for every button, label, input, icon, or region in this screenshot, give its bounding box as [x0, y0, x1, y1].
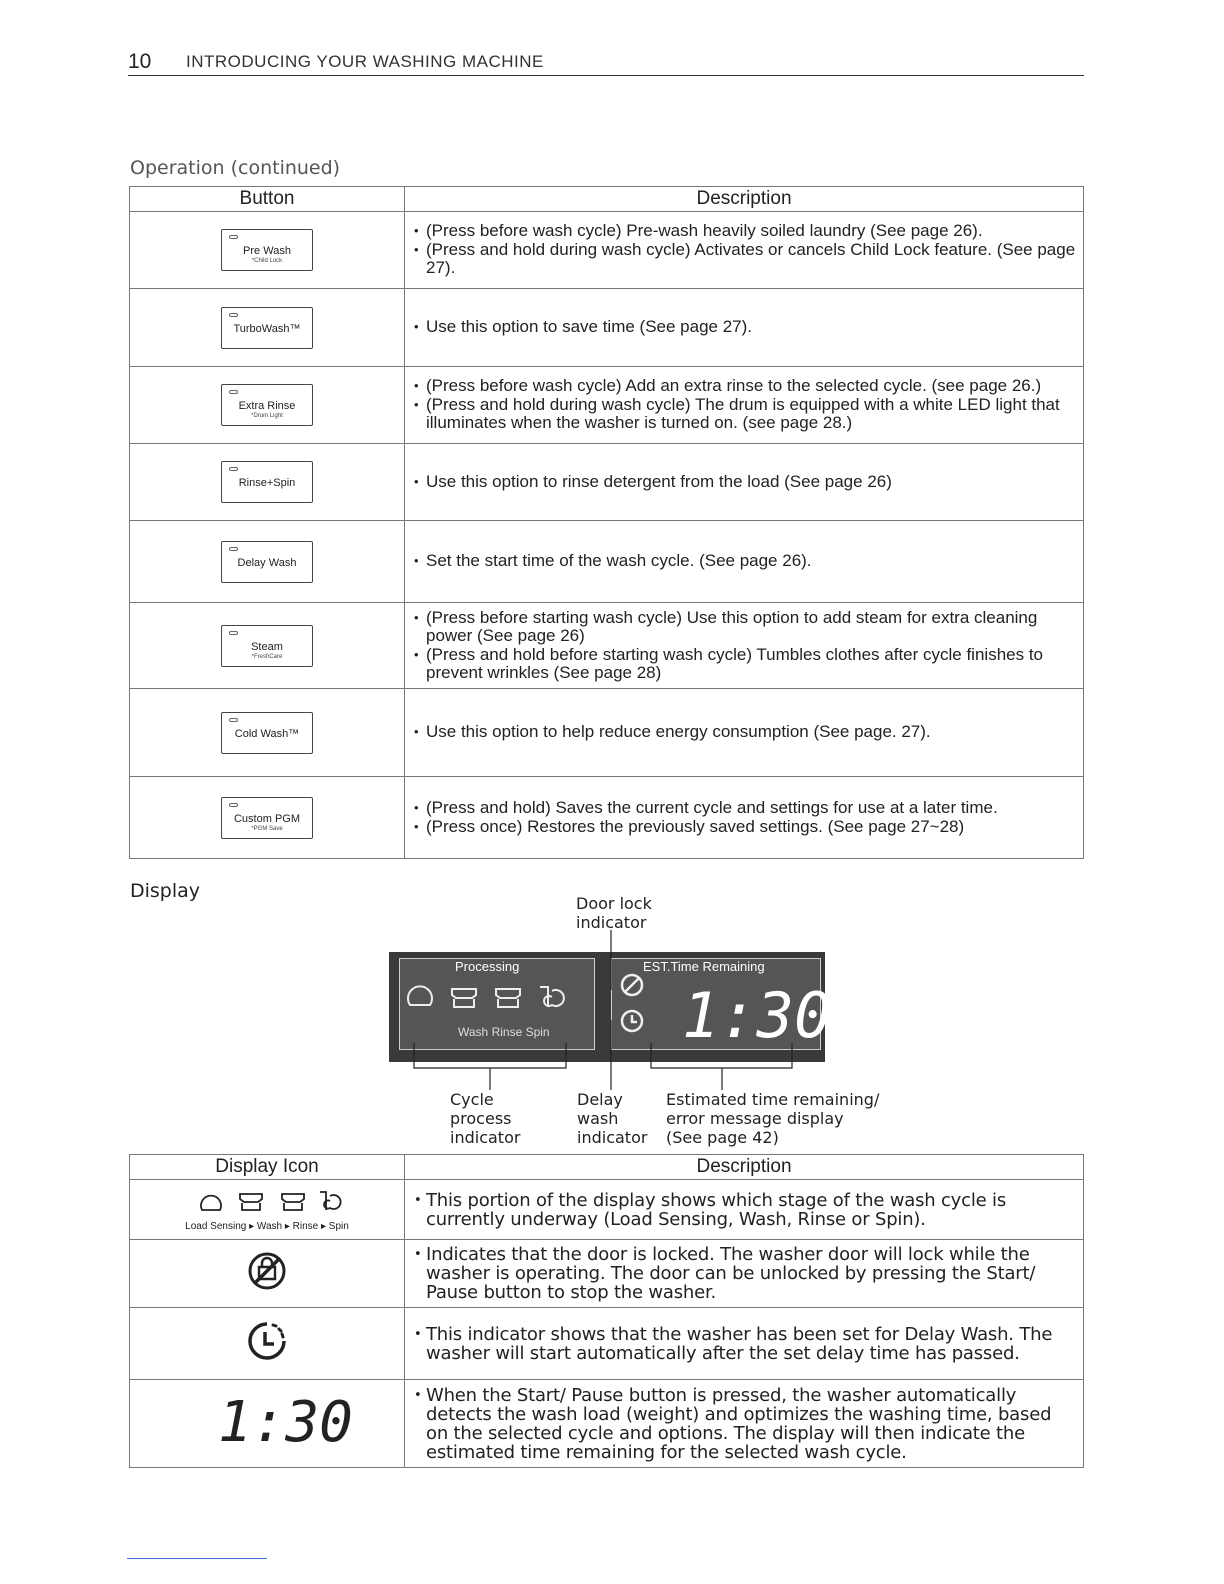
callout-line: indicator: [450, 1128, 521, 1147]
button-label: Steam: [251, 640, 283, 653]
est-time-label: EST.Time Remaining: [643, 959, 765, 974]
button-icon-cell: [130, 444, 405, 521]
callout-line: wash: [577, 1109, 619, 1128]
table-row: [130, 1240, 1084, 1308]
time-display-icon: [212, 1390, 353, 1455]
button-icon-cell: [130, 212, 405, 289]
bullet-item: • Use this option to save time (See page 27).: [415, 318, 1077, 337]
callout-line: indicator: [577, 1128, 648, 1147]
button-sublabel: *Drum Light: [251, 413, 283, 419]
bullet-item: • (Press and hold) Saves the current cycle and settings for use at a later time.: [415, 799, 1077, 818]
icon-cell: [130, 1180, 405, 1240]
icon-cell: [130, 1380, 405, 1468]
button-label: Custom PGM: [233, 812, 300, 825]
display-icons-table: [129, 1154, 1084, 1468]
operation-section-title: Operation (continued): [130, 157, 341, 179]
led-indicator-icon: [229, 718, 238, 722]
description-cell: [405, 212, 1084, 289]
button-icon-cell: [130, 777, 405, 859]
spin-icon: [540, 987, 564, 1007]
bullet-item: • Indicates that the door is locked. The washer door will lock while the washer is operating. The door can be unlocked by pressing the Start/ Pause button to stop the washer.: [415, 1245, 1077, 1302]
button-label: Cold Wash™: [234, 727, 300, 740]
callout-line: process: [450, 1109, 512, 1128]
page-number: 10: [128, 50, 152, 73]
led-indicator-icon: [229, 467, 238, 471]
led-indicator-icon: [229, 390, 238, 394]
button-sublabel: *FreshCare: [251, 653, 283, 660]
bullet-item: • (Press before wash cycle) Add an extra rinse to the selected cycle. (see page 26.): [415, 377, 1077, 396]
operation-buttons-table: [129, 186, 1084, 859]
button-label: Extra Rinse: [238, 400, 296, 412]
panel-status-icons: [614, 969, 650, 1049]
panel-button-icon: [221, 797, 313, 839]
button-label: Delay Wash: [237, 556, 297, 569]
load-sensing-icon: [408, 986, 432, 1005]
table-row: [130, 212, 1084, 289]
page-header: [128, 50, 1084, 76]
button-label: Rinse+Spin: [238, 477, 296, 489]
table-row: [130, 521, 1084, 603]
display-section-title: Display: [130, 880, 201, 902]
button-icon-cell: [130, 603, 405, 689]
button-label: Pre Wash: [243, 245, 291, 257]
time-digits: [682, 979, 832, 1052]
description-cell: [405, 1380, 1084, 1468]
description-cell: [405, 289, 1084, 367]
footer-rule: [127, 1558, 267, 1559]
led-indicator-icon: [229, 313, 238, 317]
description-cell: [405, 1180, 1084, 1240]
button-column-header: Button: [130, 187, 405, 212]
bullet-item: • Use this option to rinse detergent from the load (See page 26): [415, 473, 1077, 492]
callout-line: indicator: [576, 913, 647, 932]
icon-cell: [130, 1308, 405, 1380]
callout-line: (See page 42): [666, 1128, 779, 1147]
table-row: [130, 367, 1084, 444]
table-row: [130, 603, 1084, 689]
panel-button-icon: [221, 307, 313, 349]
led-indicator-icon: [229, 631, 238, 635]
button-icon-cell: [130, 367, 405, 444]
bullet-item: • (Press before wash cycle) Pre-wash heavily soiled laundry (See page 26).: [415, 222, 1077, 241]
panel-button-icon: [221, 461, 313, 503]
bullet-item: • (Press once) Restores the previously saved settings. (See page 27~28): [415, 818, 1077, 837]
bullet-item: • Use this option to help reduce energy consumption (See page. 27).: [415, 723, 1077, 742]
panel-button-icon: [221, 625, 313, 667]
delay-callout: [577, 1090, 647, 1147]
table-row: [130, 1308, 1084, 1380]
callout-line: error message display: [666, 1109, 844, 1128]
bullet-item: • When the Start/ Pause button is pressed, the washer automatically detects the wash load (weight) and optimizes the washing time, based on the selected cycle and options. The display will then indicate the estimated time remaining for the selected wash cycle.: [415, 1386, 1077, 1462]
callout-line: Door lock: [576, 894, 652, 913]
button-label: TurboWash™: [233, 322, 301, 335]
door-lock-icon: [247, 1251, 287, 1291]
bullet-item: • This indicator shows that the washer has been set for Delay Wash. The washer will start automatically after the set delay time has passed.: [415, 1325, 1077, 1363]
button-sublabel: *Child Lock: [251, 258, 283, 264]
table-row: [130, 777, 1084, 859]
button-icon-cell: [130, 689, 405, 777]
led-indicator-icon: [229, 235, 238, 239]
display-panel: [389, 952, 832, 1062]
rinse-icon: [496, 989, 520, 1007]
table-row: [130, 689, 1084, 777]
icon-column-header: Display Icon: [130, 1155, 405, 1180]
description-cell: [405, 689, 1084, 777]
led-indicator-icon: [229, 803, 238, 807]
bullet-item: • (Press and hold during wash cycle) Activates or cancels Child Lock feature. (See page 27).: [415, 241, 1077, 278]
led-indicator-icon: [229, 547, 238, 551]
icon-cell: [130, 1240, 405, 1308]
description-cell: [405, 777, 1084, 859]
table-row: [130, 289, 1084, 367]
bullet-item: • (Press and hold before starting wash cycle) Tumbles clothes after cycle finishes to prevent wrinkles (See page 28): [415, 646, 1077, 683]
panel-button-icon: [221, 712, 313, 754]
bullet-item: • (Press and hold during wash cycle) The drum is equipped with a white LED light that illuminates when the washer is turned on. (see page 28.): [415, 396, 1077, 433]
delay-wash-icon: [245, 1319, 289, 1363]
cycle-callout: [450, 1090, 520, 1147]
description-cell: [405, 444, 1084, 521]
panel-button-icon: [221, 384, 313, 426]
description-column-header: Description: [405, 1155, 1084, 1180]
table-row: [130, 1380, 1084, 1468]
processing-label: Processing: [455, 959, 520, 974]
time-readout: 1:30: [682, 979, 832, 1052]
button-sublabel: *PGM Save: [251, 825, 283, 832]
button-icon-cell: [130, 521, 405, 603]
bullet-item: • Set the start time of the wash cycle. (See page 26).: [415, 552, 1077, 571]
description-cell: [405, 1240, 1084, 1308]
description-column-header: Description: [405, 187, 1084, 212]
bullet-item: • (Press before starting wash cycle) Use this option to add steam for extra cleaning power (See page 26): [415, 609, 1077, 646]
bullet-item: • This portion of the display shows which stage of the wash cycle is currently underway (Load Sensing, Wash, Rinse or Spin).: [415, 1191, 1077, 1229]
wash-icon: [452, 989, 476, 1007]
table-row: [130, 444, 1084, 521]
table-row: [130, 1180, 1084, 1240]
button-icon-cell: [130, 289, 405, 367]
stage-labels: Wash Rinse Spin: [458, 1025, 550, 1039]
cycle-stage-icons: [192, 1188, 342, 1214]
estimated-callout: [666, 1090, 879, 1147]
description-cell: [405, 1308, 1084, 1380]
callout-line: Cycle: [450, 1090, 494, 1109]
callout-line: Estimated time remaining/: [666, 1090, 880, 1109]
stage-strip: Load Sensing ▸ Wash ▸ Rinse ▸ Spin: [185, 1220, 349, 1232]
panel-button-icon: [221, 229, 313, 271]
time-readout: 1:30: [218, 1390, 353, 1455]
callout-line: Delay: [577, 1090, 623, 1109]
door-lock-callout: [576, 894, 652, 932]
description-cell: [405, 367, 1084, 444]
description-cell: [405, 521, 1084, 603]
chapter-title: INTRODUCING YOUR WASHING MACHINE: [186, 52, 544, 71]
description-cell: [405, 603, 1084, 689]
panel-button-icon: [221, 541, 313, 583]
